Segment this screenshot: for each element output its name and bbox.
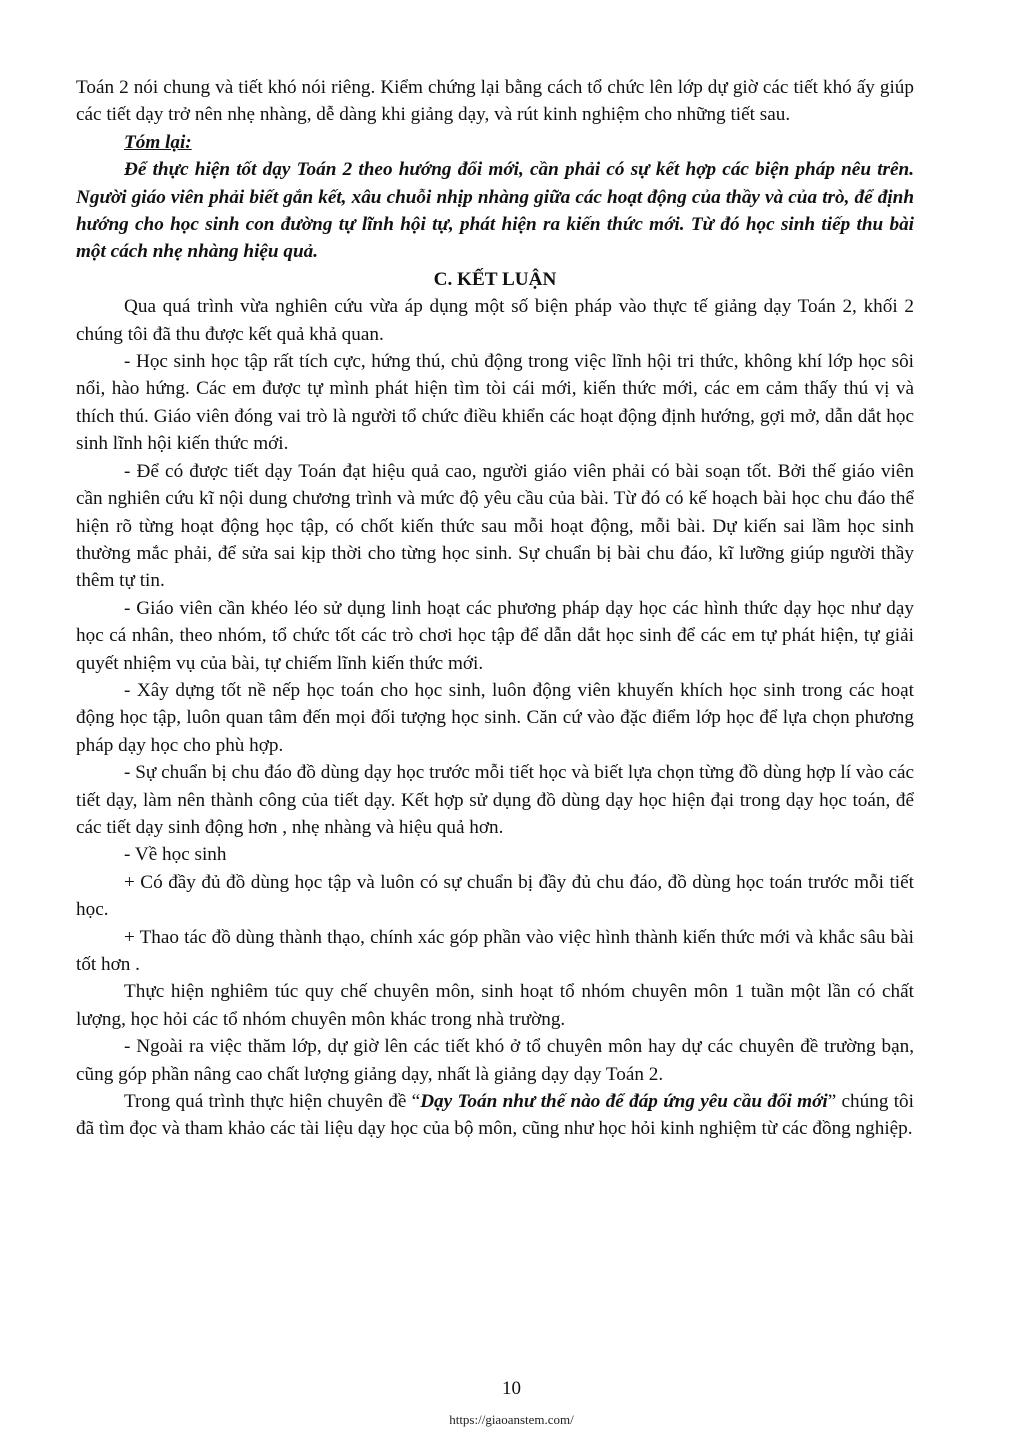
- conclusion-before: Trong quá trình thực hiện chuyên đề “: [124, 1091, 421, 1113]
- paragraph: - Sự chuẩn bị chu đáo đồ dùng dạy học trước mỗi tiết học và biết lựa chọn từng đồ dùng hợp lí vào các tiết dạy, làm nên thành công của tiết dạy. Kết hợp sử dụng đồ dùng dạy học hiện đại trong dạy học toán, để các tiết dạy sinh động hơn , nhẹ nhàng và hiệu quả hơn.: [76, 762, 914, 838]
- paragraph: - Học sinh học tập rất tích cực, hứng thú, chủ động trong việc lĩnh hội tri thức, không khí lớp học sôi nổi, hào hứng. Các em được tự mình phát hiện tìm tòi cái mới, kiến thức mới, các em cảm thấy thú vị và thích thú. Giáo viên đóng vai trò là người tổ chức điều khiển các hoạt động định hướng, gợi mở, dẫn dắt học sinh lĩnh hội kiến thức mới.: [76, 351, 914, 455]
- paragraph: - Về học sinh: [124, 844, 227, 866]
- summary-label-text: Tóm lại:: [124, 131, 192, 153]
- paragraph: Thực hiện nghiêm túc quy chế chuyên môn, sinh hoạt tổ nhóm chuyên môn 1 tuần một lần có chất lượng, học hỏi các tổ nhóm chuyên môn khác trong nhà trường.: [76, 981, 914, 1030]
- footer-url: https://giaoanstem.com/: [449, 1412, 574, 1427]
- paragraph: + Có đầy đủ đồ dùng học tập và luôn có sự chuẩn bị đầy đủ chu đáo, đồ dùng học toán trước mỗi tiết học.: [76, 871, 914, 921]
- summary-label: [76, 129, 914, 156]
- paragraph: - Giáo viên cần khéo léo sử dụng linh hoạt các phương pháp dạy học các hình thức dạy học như dạy học cá nhân, theo nhóm, tổ chức tốt các trò chơi học tập để dẫn dắt học sinh để các em tự phát hiện, tự giải quyết nhiệm vụ của bài, tự chiếm lĩnh kiến thức mới.: [76, 597, 914, 674]
- paragraph: Qua quá trình vừa nghiên cứu vừa áp dụng một số biện pháp vào thực tế giảng dạy Toán 2, khối 2 chúng tôi đã thu được kết quả khả quan.: [76, 296, 914, 345]
- conclusion-after: ” chúng tôi đã tìm đọc và tham khảo các tài liệu dạy học của bộ môn, cũng như học hỏi kinh nghiệm từ các đồng nghiệp.: [76, 1091, 914, 1140]
- paragraph: + Thao tác đồ dùng thành thạo, chính xác góp phần vào việc hình thành kiến thức mới và khắc sâu bài tốt hơn .: [76, 926, 914, 975]
- paragraph: - Để có được tiết dạy Toán đạt hiệu quả cao, người giáo viên phải có bài soạn tốt. Bởi thế giáo viên cần nghiên cứu kĩ nội dung chương trình và mức độ yêu cầu của bài. Từ đó có kế hoạch bài học chu đáo thể hiện rõ từng hoạt động học tập, có chốt kiến thức sau mỗi hoạt động, mỗi bài. Dự kiến sai lầm học sinh thường mắc phải, để sửa sai kịp thời cho từng học sinh. Sự chuẩn bị bài chu đáo, kĩ lưỡng giúp người thầy thêm tự tin.: [76, 460, 914, 592]
- page-number: 10: [502, 1378, 521, 1399]
- section-heading: C. KẾT LUẬN: [433, 268, 557, 290]
- paragraph: - Xây dựng tốt nề nếp học toán cho học sinh, luôn động viên khuyến khích học sinh trong các hoạt động học tập, luôn quan tâm đến mọi đối tượng học sinh. Căn cứ vào đặc điểm lớp học để lựa chọn phương pháp dạy học cho phù hợp.: [76, 679, 914, 756]
- paragraph-intro: Toán 2 nói chung và tiết khó nói riêng. Kiểm chứng lại bằng cách tổ chức lên lớp dự giờ các tiết khó ấy giúp các tiết dạy trở nên nhẹ nhàng, dễ dàng khi giảng dạy, và rút kinh nghiệm cho những tiết sau.: [76, 77, 914, 126]
- document-body: [76, 74, 914, 1143]
- paragraph-conclusion: [76, 1088, 914, 1143]
- topic-title: Dạy Toán như thế nào để đáp ứng yêu cầu đổi mới: [420, 1091, 828, 1113]
- paragraph: - Ngoài ra việc thăm lớp, dự giờ lên các tiết khó ở tổ chuyên môn hay dự các chuyên đề trường bạn, cũng góp phần nâng cao chất lượng giảng dạy, nhất là giảng dạy dạy Toán 2.: [76, 1036, 914, 1085]
- summary-paragraph: Để thực hiện tốt dạy Toán 2 theo hướng đổi mới, cần phải có sự kết hợp các biện pháp nêu trên. Người giáo viên phải biết gắn kết, xâu chuỗi nhịp nhàng giữa các hoạt động của thầy và của trò, để định hướng cho học sinh con đường tự lĩnh hội tự, phát hiện ra kiến thức mới. Từ đó học sinh tiếp thu bài một cách nhẹ nhàng hiệu quả.: [76, 159, 914, 263]
